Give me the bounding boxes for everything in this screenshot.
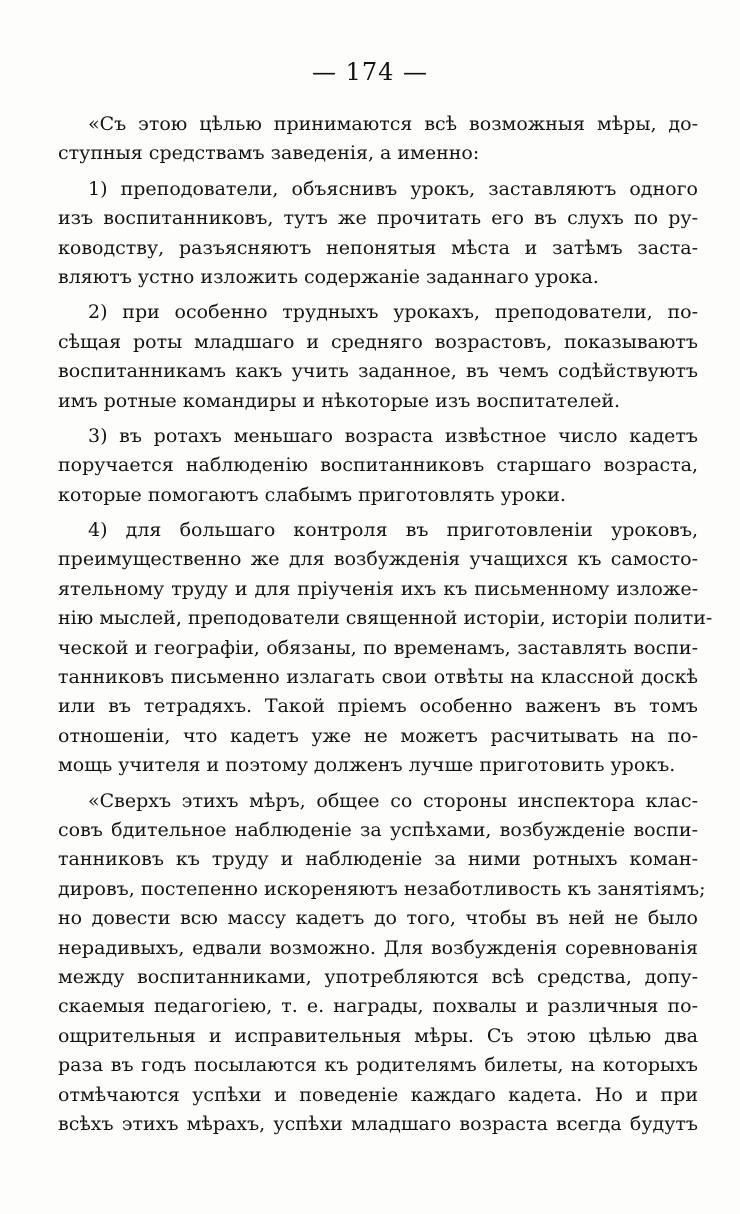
text-line: между воспитанниками, употребляются всѣ средства, допу- [58,965,698,988]
paragraph-measures [58,787,706,1140]
text-line: раза въ годъ посылаются къ родителямъ билеты, на которыхъ [58,1054,698,1077]
text-line: 3) въ ротахъ меньшаго возраста извѣстное число кадетъ [88,424,698,447]
paragraph-item-1 [58,175,698,293]
text-line: или въ тетрадяхъ. Такой пріемъ особенно важенъ въ томъ [58,695,698,718]
text-line: имъ ротные командиры и нѣкоторые изъ воспитателей. [58,389,621,412]
text-line: воспитанникамъ какъ учить заданное, въ чемъ содѣйствуютъ [58,360,698,383]
paragraph-item-3 [58,422,698,510]
text-line: дировъ, постепенно искореняютъ незаботливость къ занятіямъ; [58,877,706,900]
text-line: танниковъ къ труду и наблюденіе за ними ротныхъ коман- [58,848,698,871]
text-line: отношеніи, что кадетъ уже не можетъ расчитывать на по- [58,724,698,747]
text-line: всѣхъ этихъ мѣрахъ, успѣхи младшаго возраста всегда будутъ [58,1112,698,1135]
page-body [58,110,713,1139]
text-line: нерадивыхъ, едвали возможно. Для возбужденія соревнованія [58,936,698,959]
text-line: совъ бдительное наблюденіе за успѣхами, возбужденіе воспи- [58,818,698,841]
text-line: поручается наблюденію воспитанниковъ старшаго возраста, [58,454,698,477]
text-line: сѣщая роты младшаго и средняго возрастовъ, показываютъ [58,330,698,353]
text-line: скаемыя педагогіею, т. е. награды, похвалы и различныя по- [58,995,698,1018]
text-line: мощь учителя и поэтому долженъ лучше приготовить урокъ. [58,754,676,777]
text-line: нію мыслей, преподователи священной исторіи, исторіи полити- [58,607,713,630]
paragraph-item-4 [58,516,713,781]
text-line: танниковъ письменно излагать свои отвѣты на классной доскѣ [58,666,698,689]
text-line: отмѣчаются успѣхи и поведеніе каждаго кадета. Но и при [58,1083,698,1106]
text-line: «Сверхъ этихъ мѣръ, общее со стороны инспектора клас- [88,789,698,812]
text-line: 4) для большаго контроля въ приготовленіи уроковъ, [88,519,698,542]
text-line: ощрительныя и исправительныя мѣры. Съ этою цѣлью два [58,1024,698,1047]
text-line: вляютъ устно изложить содержаніе заданнаго урока. [58,265,599,288]
text-line: но довести всю массу кадетъ до того, чтобы въ ней не было [58,907,698,930]
text-line: ческой и географіи, обязаны, по временамъ, заставлять воспи- [58,636,698,659]
paragraph-intro [58,110,698,169]
text-line: ятельному труду и для пріученія ихъ къ письменному изложе- [58,577,698,600]
page-number: — 174 — [311,58,429,86]
text-line: ководству, разъясняютъ непонятыя мѣста и затѣмъ заста- [58,236,698,259]
text-line: которые помогаютъ слабымъ приготовлять уроки. [58,483,566,506]
text-line: 1) преподователи, объяснивъ урокъ, заставляютъ одного [88,177,698,200]
text-line: изъ воспитанниковъ, тутъ же прочитать его въ слухъ по ру- [58,207,698,230]
text-line: «Съ этою цѣлью принимаются всѣ возможныя мѣры, до- [88,113,698,135]
text-line: 2) при особенно трудныхъ урокахъ, преподователи, по- [88,301,698,324]
paragraph-item-2 [58,298,698,416]
text-line: преимущественно же для возбужденія учащихся къ самосто- [58,548,698,571]
text-line: ступныя средствамъ заведенія, а именно: [58,142,480,165]
